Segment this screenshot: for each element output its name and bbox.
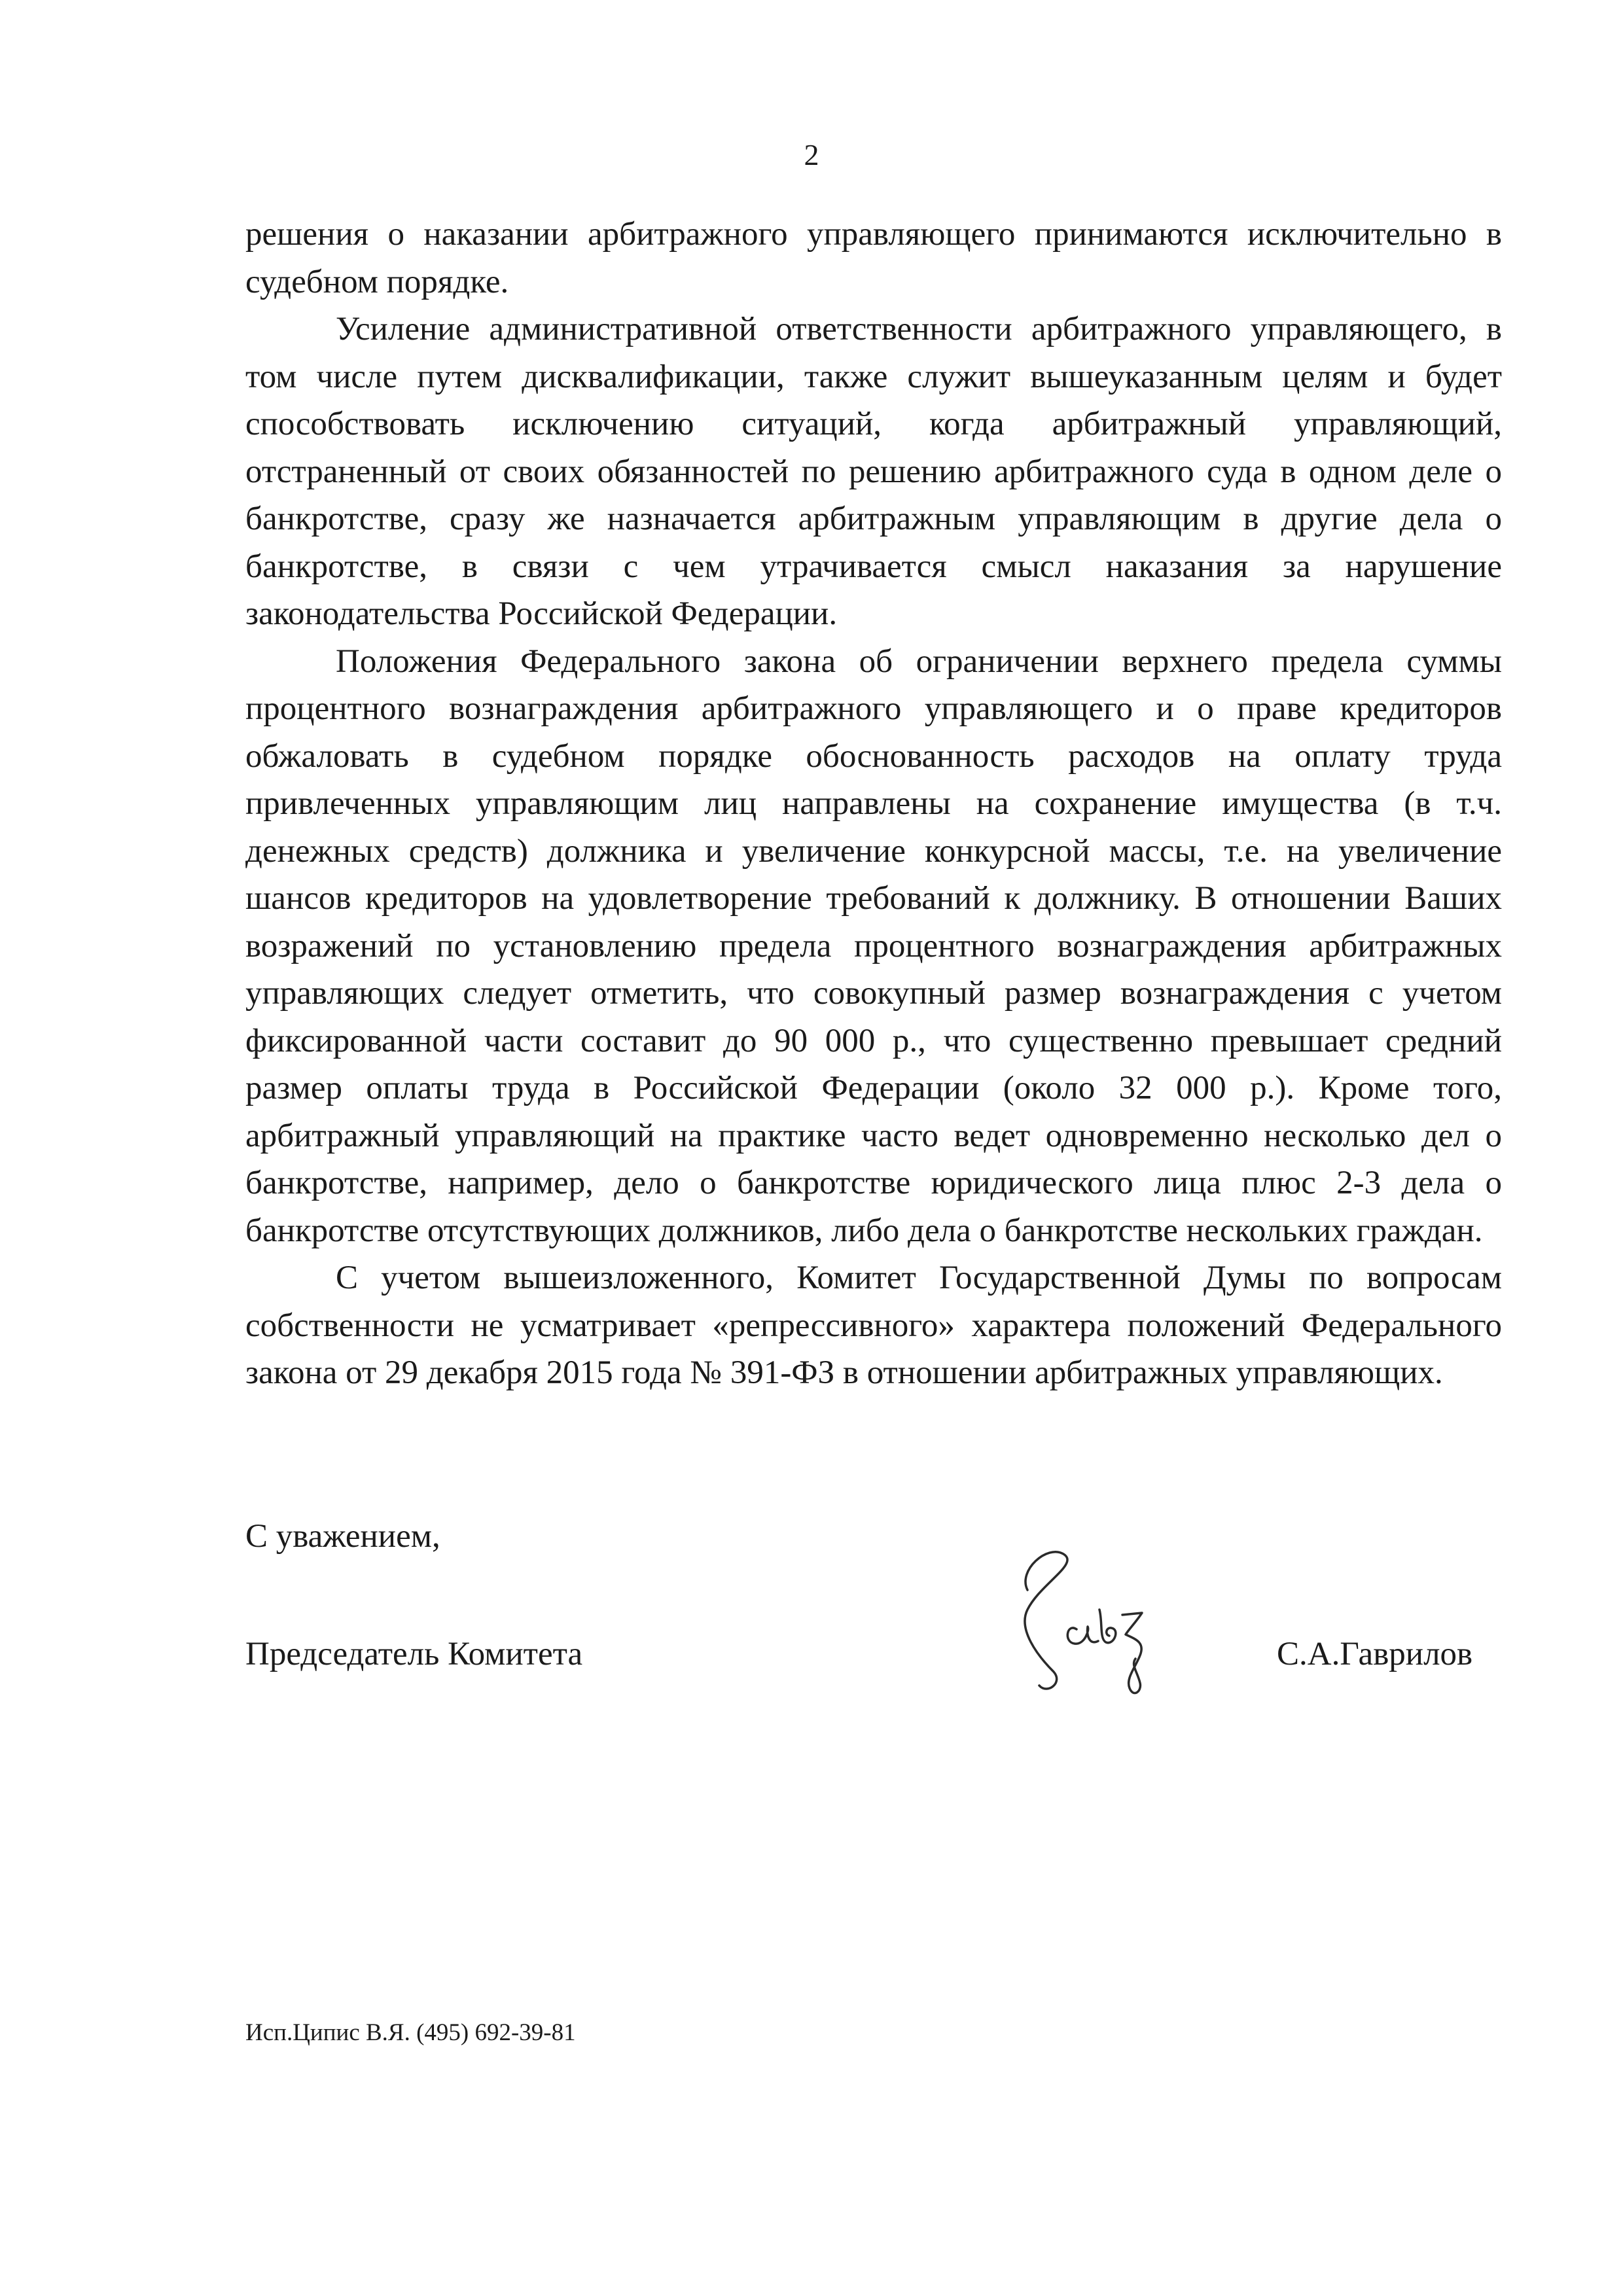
executor-contact: Исп.Ципис В.Я. (495) 692-39-81 <box>245 2019 576 2046</box>
paragraph-2: Усиление административной ответственности арбитражного управляющего, в том числе путем дисквалификации, также служит вышеуказанным целям и будет способствовать исключению ситуаций, когда арбитражный управляющий, отстраненный от своих обязанностей по решению арбитражного суда в одном деле о банкротстве, сразу же назначается арбитражным управляющим в другие дела о банкротстве, в связи с чем утрачивается смысл наказания за нарушение законодательства Российской Федерации. <box>245 311 1502 632</box>
paragraph-4: С учетом вышеизложенного, Комитет Государственной Думы по вопросам собственности не усматривает «репрессивного» характера положений Федерального закона от 29 декабря 2015 года № 391-ФЗ в отношении арбитражных управляющих. <box>245 1260 1502 1391</box>
paragraph-3: Положения Федерального закона об ограничении верхнего предела суммы процентного вознаграждения арбитражного управляющего и о праве кредиторов обжаловать в судебном порядке обоснованность расходов на оплату труда привлеченных управляющим лиц направлены на сохранение имущества (в т.ч. денежных средств) должника и увеличение конкурсной массы, т.е. на увеличение шансов кредиторов на удовлетворение требований к должнику. В отношении Ваших возражений по установлению предела процентного вознаграждения арбитражных управляющих следует отметить, что совокупный размер вознаграждения с учетом фиксированной части составит до 90 000 р., что существенно превышает средний размер оплаты труда в Российской Федерации (около 32 000 р.). Кроме того, арбитражный управляющий на практике часто ведет одновременно несколько дел о банкротстве, например, дело о банкротстве юридического лица плюс 2-3 дела о банкротстве отсутствующих должников, либо дела о банкротстве нескольких граждан. <box>245 643 1502 1249</box>
signatory-name: С.А.Гаврилов <box>1277 1636 1473 1672</box>
closing-greeting: С уважением, <box>245 1518 440 1555</box>
paragraph-1: решения о наказании арбитражного управляющего принимаются исключительно в судебном порядке. <box>245 216 1502 300</box>
letter-body <box>245 211 1502 1397</box>
signature-icon <box>1001 1531 1217 1727</box>
signatory-position: Председатель Комитета <box>245 1636 583 1672</box>
page-number: 2 <box>804 138 819 171</box>
